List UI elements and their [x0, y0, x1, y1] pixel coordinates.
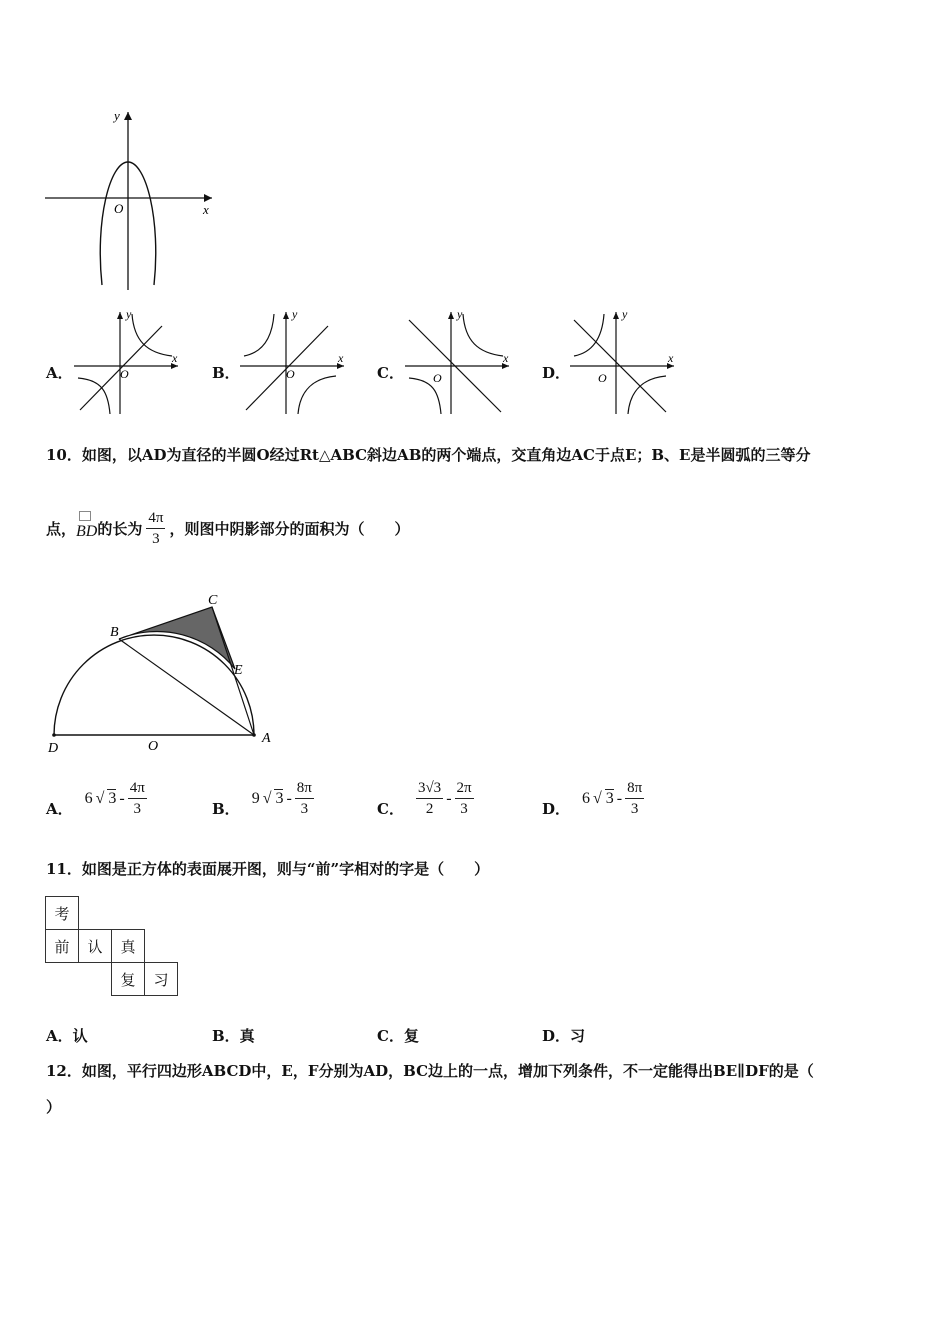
- svg-text:x: x: [503, 351, 509, 365]
- q11-option-c[interactable]: C．复: [377, 1027, 419, 1045]
- net-cell-ren: 认: [79, 930, 112, 963]
- q12-stem-line2: ）: [46, 1098, 62, 1116]
- q10-figure: [40, 590, 290, 755]
- x-axis-label: x: [203, 202, 209, 217]
- svg-text:A: A: [262, 731, 271, 746]
- net-cell-xi: 习: [145, 963, 178, 996]
- svg-text:O: O: [120, 367, 129, 381]
- svg-text:y: y: [292, 307, 298, 321]
- svg-text:O: O: [433, 371, 442, 385]
- q11-stem: 11．如图是正方体的表面展开图，则与“前”字相对的字是（ ）: [46, 860, 490, 878]
- origin-label: O: [114, 201, 124, 216]
- svg-text:O: O: [148, 739, 159, 754]
- q9-option-a-label[interactable]: A．: [46, 364, 73, 382]
- svg-text:x: x: [338, 351, 344, 365]
- net-cell-fu: 复: [112, 963, 145, 996]
- q11-option-a[interactable]: A．认: [46, 1027, 88, 1045]
- q9-option-d-label[interactable]: D．: [542, 364, 571, 382]
- q10-option-d[interactable]: D． 6 √ 3 - $\frac{8\pi}{3}$: [542, 780, 643, 818]
- cube-net: [45, 896, 178, 996]
- svg-text:y: y: [126, 307, 132, 321]
- svg-text:B: B: [110, 625, 119, 640]
- svg-text:C: C: [208, 593, 218, 608]
- q9-option-c-label[interactable]: C．: [377, 364, 404, 382]
- net-cell-zhen: 真: [112, 930, 145, 963]
- y-axis-label: y: [114, 108, 120, 123]
- arc-bd: BD: [76, 517, 97, 541]
- svg-text:D: D: [48, 741, 59, 755]
- q10-stem-line1: 10．如图，以AD为直径的半圆O经过Rt△ABC斜边AB的两个端点，交直角边AC于点E；B、E是半圆弧的三等分: [46, 446, 811, 464]
- svg-text:E: E: [234, 663, 243, 678]
- net-cell-kao: 考: [46, 897, 79, 930]
- svg-text:O: O: [286, 367, 295, 381]
- net-cell-qian: 前: [46, 930, 79, 963]
- svg-text:y: y: [457, 307, 463, 321]
- q10-option-c[interactable]: C． $\frac{3√3}{2}$ - $\frac{2\pi}{3}$: [377, 780, 472, 818]
- q10-option-a[interactable]: A． 6 √ 3 - $\frac{4\pi}{3}$: [46, 780, 145, 818]
- q9-option-d-graph: [568, 306, 678, 418]
- svg-text:x: x: [172, 351, 178, 365]
- q9-option-b-label[interactable]: B．: [212, 364, 240, 382]
- q9-option-c-graph: [403, 306, 513, 418]
- q9-option-b-graph: [238, 306, 348, 418]
- q11-option-d[interactable]: D．习: [542, 1027, 586, 1045]
- svg-text:y: y: [622, 307, 628, 321]
- q11-option-b[interactable]: B．真: [212, 1027, 255, 1045]
- q9-main-graph: [40, 100, 220, 295]
- q10-option-b[interactable]: B． 9 √ 3 - $\frac{8\pi}{3}$: [212, 780, 312, 818]
- svg-text:O: O: [598, 371, 607, 385]
- q10-stem-line2: 点， BD 的长为 $\frac{4\pi}{3}$ ，则图中阴影部分的面积为（ ）: [46, 510, 410, 547]
- q12-stem-line1: 12．如图，平行四边形ABCD中，E，F分别为AD，BC边上的一点，增加下列条件，不一定能得出BE∥DF的是（: [46, 1062, 814, 1080]
- q9-option-a-graph: [72, 306, 182, 418]
- svg-text:x: x: [668, 351, 674, 365]
